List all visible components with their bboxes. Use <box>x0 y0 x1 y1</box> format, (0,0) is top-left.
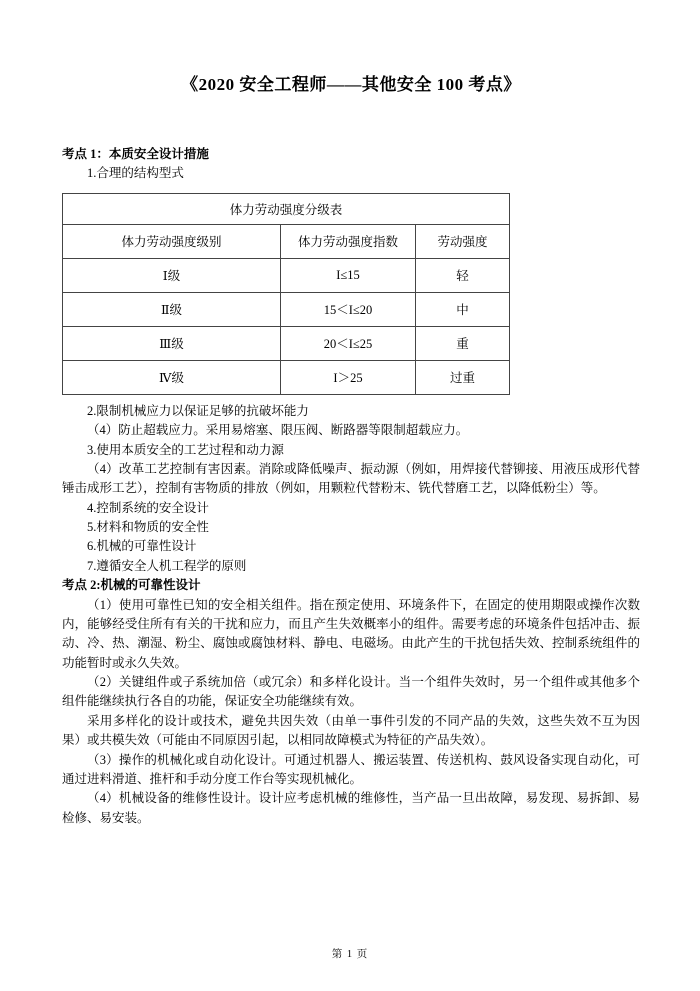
labor-intensity-table <box>62 193 510 395</box>
section2-paragraph: （1）使用可靠性已知的安全相关组件。指在预定使用、环境条件下，在固定的使用期限或操作次数内，能够经受住所有有关的干扰和应力，而且产生失效概率小的组件。需要考虑的环境条件包括冲击、振动、冷、热、潮湿、粉尘、腐蚀或腐蚀材料、静电、电磁场。由此产生的干扰包括失效、控制系统组件的功能暂时或永久失效。 <box>62 597 640 670</box>
table-cell: 中 <box>416 292 510 326</box>
table-cell: 20＜I≤25 <box>281 326 416 360</box>
table-cell: 过重 <box>416 360 510 394</box>
section1-paragraph: 3.使用本质安全的工艺过程和动力源 <box>87 442 284 457</box>
table-cell: Ⅰ级 <box>63 258 281 292</box>
table-caption: 体力劳动强度分级表 <box>63 193 510 224</box>
section2-paragraph: （4）机械设备的维修性设计。设计应考虑机械的维修性，当产品一旦出故障，易发现、易拆卸、易检修、易安装。 <box>62 791 640 825</box>
section1-heading: 考点 1：本质安全设计措施 <box>62 147 209 161</box>
table-cell: Ⅳ级 <box>63 360 281 394</box>
table-cell: Ⅱ级 <box>63 292 281 326</box>
section2-paragraph: （3）操作的机械化或自动化设计。可通过机器人、搬运装置、传送机构、鼓风设备实现自动化，可通过进料滑道、推杆和手动分度工作台等实现机械化。 <box>62 752 640 786</box>
section1-paragraph: （4）防止超载应力。采用易熔塞、限压阀、断路器等限制超载应力。 <box>87 423 469 438</box>
table-cell: 重 <box>416 326 510 360</box>
table-cell: 15＜I≤20 <box>281 292 416 326</box>
table-header-cell: 体力劳动强度级别 <box>63 224 281 258</box>
table-caption-row <box>63 193 510 224</box>
table-cell: 轻 <box>416 258 510 292</box>
table-header-row <box>63 224 510 258</box>
section1-paragraph: 4.控制系统的安全设计 <box>87 500 209 515</box>
table-row <box>63 326 510 360</box>
document-title: 《2020 安全工程师——其他安全 100 考点》 <box>181 75 521 94</box>
section2-heading: 考点 2:机械的可靠性设计 <box>62 578 201 593</box>
table-row <box>63 292 510 326</box>
table-cell: Ⅲ级 <box>63 326 281 360</box>
table-cell: I≤15 <box>281 258 416 292</box>
table-row <box>63 258 510 292</box>
section1-paragraph: 5.材料和物质的安全性 <box>87 520 209 534</box>
section1-item1: 1.合理的结构型式 <box>87 166 184 181</box>
section2-paragraph: 采用多样化的设计或技术，避免共因失效（由单一事件引发的不同产品的失效，这些失效不互为因果）或共模失效（可能由不同原因引起，以相同故障模式为特征的产品失效）。 <box>62 713 640 748</box>
section1-paragraph: 7.遵循安全人机工程学的原则 <box>87 558 247 573</box>
table-header-cell: 体力劳动强度指数 <box>281 224 416 258</box>
table-header-cell: 劳动强度 <box>416 224 510 258</box>
table-row <box>63 360 510 394</box>
section1-paragraph: 2.限制机械应力以保证足够的抗破坏能力 <box>87 403 309 418</box>
section1-paragraph: 6.机械的可靠性设计 <box>87 539 197 554</box>
page-number: 第 1 页 <box>331 949 369 960</box>
table-cell: I＞25 <box>281 360 416 394</box>
section2-paragraph: （2）关键组件或子系统加倍（或冗余）和多样化设计。当一个组件失效时，另一个组件或其他多个组件能继续执行各自的功能，保证安全功能继续有效。 <box>62 675 640 709</box>
section1-paragraph: （4）改革工艺控制有害因素。消除或降低噪声、振动源（例如，用焊接代替铆接、用液压成形代替锤击成形工艺），控制有害物质的排放（例如，用颗粒代替粉末、铣代替磨工艺，以降低粉尘）等。 <box>62 461 640 496</box>
